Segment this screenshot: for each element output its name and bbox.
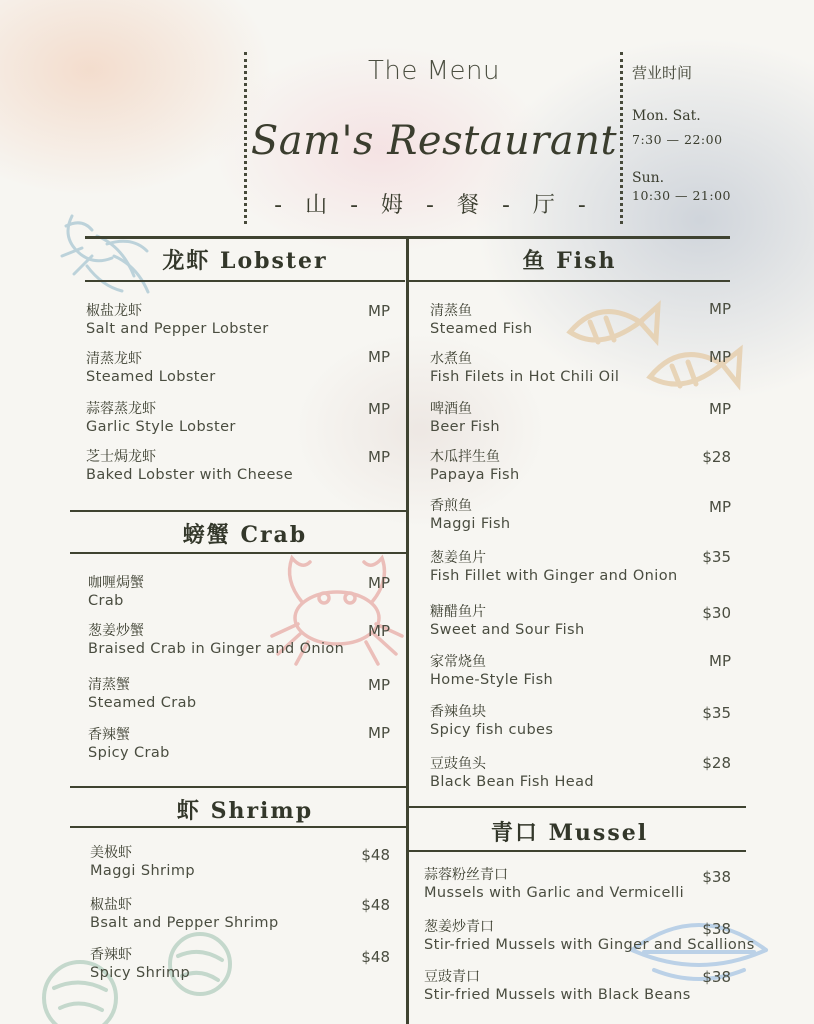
item-english-name: Mussels with Garlic and Vermicelli [424,885,685,901]
weekday-days: Mon. Sat. [632,108,701,124]
menu-item [430,755,594,792]
item-english-name: Maggi Shrimp [90,863,195,879]
item-chinese-name: 清蒸龙虾 [86,351,142,367]
section-title-mussel: 青口 Mussel [490,820,649,846]
menu-item [86,302,269,339]
item-english-name: Spicy Crab [88,745,170,761]
menu-item [430,549,678,586]
menu-item [430,703,553,740]
item-chinese-name: 美极虾 [90,845,132,861]
item-english-name: Spicy fish cubes [430,722,554,738]
menu-item [90,844,195,881]
item-price: MP [368,348,390,366]
item-english-name: Papaya Fish [430,467,520,483]
header-dotted-divider-left [244,52,247,224]
menu-item [88,622,344,659]
menu-item [430,603,585,640]
crab-top-rule [70,510,406,512]
menu-item [430,350,619,387]
item-english-name: Bsalt and Pepper Shrimp [90,915,279,931]
menu-item [424,866,684,903]
item-chinese-name: 清蒸鱼 [430,303,472,319]
mussel-title-rule [409,850,746,852]
sunday-time: 10:30 — 21:00 [632,188,731,203]
item-chinese-name: 木瓜拌生鱼 [430,449,500,465]
item-english-name: Steamed Fish [430,321,533,337]
item-chinese-name: 葱姜炒蟹 [88,623,144,639]
section-title-crab: 螃蟹 Crab [182,522,308,548]
item-price: MP [368,724,390,742]
menu-label: The Menu [367,56,500,86]
menu-item [88,574,144,611]
item-chinese-name: 葱姜炒青口 [424,919,494,935]
item-chinese-name: 香辣虾 [90,947,132,963]
item-price: MP [368,302,390,320]
item-chinese-name: 蒜蓉粉丝青口 [424,867,508,883]
item-price: MP [709,498,731,516]
item-english-name: Crab [88,593,124,609]
item-price: MP [368,400,390,418]
menu-item [430,653,553,690]
restaurant-name: Sam's Restaurant [250,118,618,164]
item-chinese-name: 咖喱焗蟹 [88,575,144,591]
lobster-title-rule [85,280,405,282]
item-chinese-name: 蒜蓉蒸龙虾 [86,401,156,417]
restaurant-chinese-name: - 山 - 姆 - 餐 - 厅 - [274,193,594,218]
item-english-name: Garlic Style Lobster [86,419,236,435]
item-english-name: Stir-fried Mussels with Black Beans [424,987,691,1003]
item-chinese-name: 豆豉鱼头 [430,756,486,772]
menu-item [88,676,197,713]
item-price: MP [709,300,731,318]
menu-item [88,726,170,763]
item-english-name: Beer Fish [430,419,501,435]
crab-title-rule [70,552,406,554]
item-english-name: Spicy Shrimp [90,965,191,981]
item-chinese-name: 椒盐龙虾 [86,303,142,319]
menu-item [90,946,190,983]
mussel-top-rule [409,806,746,808]
item-price: MP [709,348,731,366]
item-english-name: Maggi Fish [430,516,511,532]
item-price: MP [368,676,390,694]
item-price: $35 [702,704,731,722]
menu-item [430,448,520,485]
item-price: $38 [702,920,731,938]
item-english-name: Steamed Lobster [86,369,216,385]
item-price: $38 [702,868,731,886]
item-price: $28 [702,754,731,772]
item-price: $48 [361,896,390,914]
menu-item [430,400,500,437]
item-price: MP [368,448,390,466]
menu-item [430,497,511,534]
section-title-lobster: 龙虾 Lobster [162,248,328,274]
item-english-name: Home-Style Fish [430,672,554,688]
menu-item [90,896,279,933]
item-price: $35 [702,548,731,566]
item-chinese-name: 啤酒鱼 [430,401,472,417]
item-price: MP [368,574,390,592]
column-divider [406,238,409,1024]
menu-item [424,968,691,1005]
shrimp-top-rule [70,786,406,788]
shrimp-title-rule [70,826,406,828]
item-chinese-name: 水煮鱼 [430,351,472,367]
item-chinese-name: 香辣鱼块 [430,704,486,720]
item-price: MP [709,652,731,670]
menu-item [430,302,532,339]
fish-title-rule [409,280,730,282]
menu-item [86,350,216,387]
item-chinese-name: 豆豉青口 [424,969,480,985]
item-price: MP [368,622,390,640]
item-english-name: Stir-fried Mussels with Ginger and Scallions [424,937,755,953]
item-english-name: Salt and Pepper Lobster [86,321,269,337]
item-chinese-name: 椒盐虾 [90,897,132,913]
item-english-name: Sweet and Sour Fish [430,622,585,638]
item-price: $48 [361,948,390,966]
item-price: $48 [361,846,390,864]
header-dotted-divider-right [620,52,623,224]
weekday-time: 7:30 — 22:00 [632,132,723,147]
item-price: MP [709,400,731,418]
item-price: $38 [702,968,731,986]
item-chinese-name: 清蒸蟹 [88,677,130,693]
item-chinese-name: 家常烧鱼 [430,654,486,670]
item-price: $30 [702,604,731,622]
item-chinese-name: 香辣蟹 [88,727,130,743]
section-title-shrimp: 虾 Shrimp [176,798,314,824]
sunday-days: Sun. [632,170,665,186]
item-chinese-name: 葱姜鱼片 [430,550,486,566]
item-english-name: Braised Crab in Ginger and Onion [88,641,345,657]
item-english-name: Fish Fillet with Ginger and Onion [430,568,678,584]
item-english-name: Fish Filets in Hot Chili Oil [430,369,620,385]
item-english-name: Steamed Crab [88,695,197,711]
menu-item [86,400,236,437]
item-english-name: Black Bean Fish Head [430,774,594,790]
item-english-name: Baked Lobster with Cheese [86,467,294,483]
section-title-fish: 鱼 Fish [522,248,617,274]
menu-item [86,448,293,485]
business-hours-heading: 营业时间 [632,64,693,82]
item-chinese-name: 芝士焗龙虾 [86,449,156,465]
item-price: $28 [702,448,731,466]
item-chinese-name: 糖醋鱼片 [430,604,486,620]
item-chinese-name: 香煎鱼 [430,498,472,514]
